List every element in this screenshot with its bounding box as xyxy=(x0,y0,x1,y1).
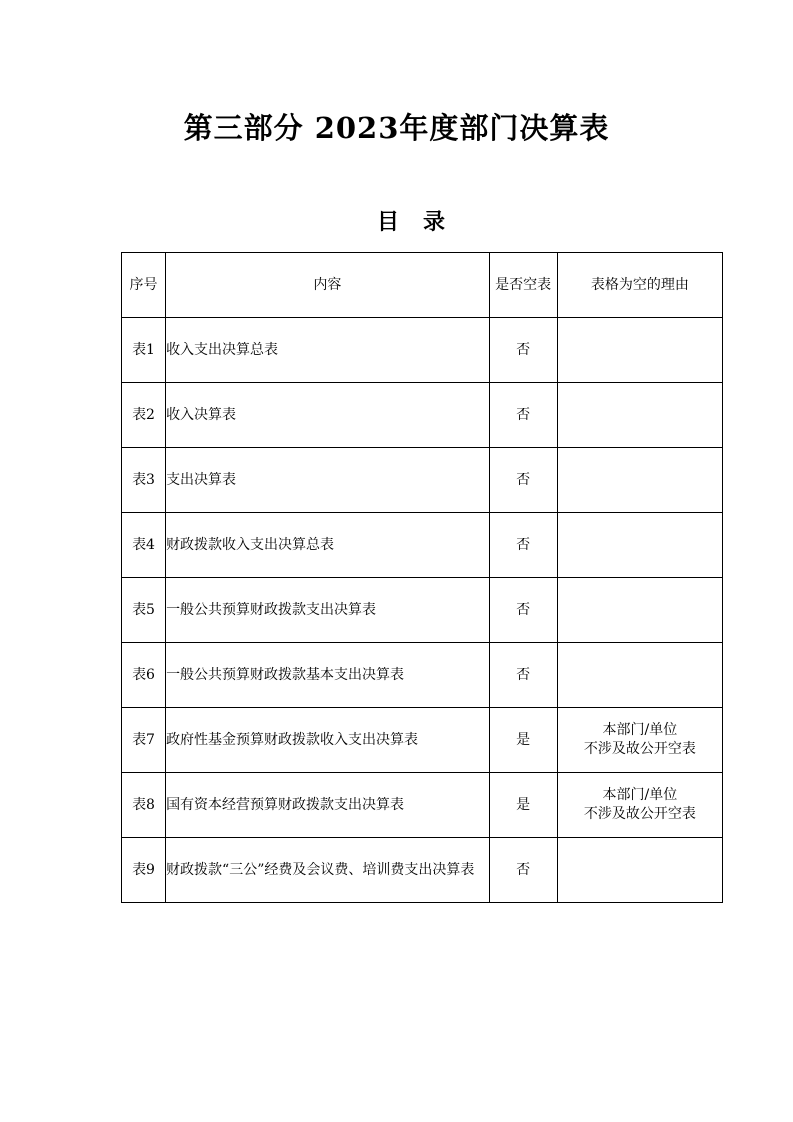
page-title: 第三部分 2023年度部门决算表 xyxy=(183,111,610,145)
header-content: 内容 xyxy=(166,253,490,318)
row-no: 表6 xyxy=(122,643,166,708)
table-row xyxy=(122,383,723,448)
table-row xyxy=(122,838,723,903)
reason-line-1: 本部门/单位 xyxy=(602,787,678,803)
row-no: 表7 xyxy=(122,708,166,773)
row-is-empty: 否 xyxy=(489,448,557,513)
table-row xyxy=(122,318,723,383)
row-is-empty: 是 xyxy=(489,773,557,838)
row-no: 表9 xyxy=(122,838,166,903)
row-content: 一般公共预算财政拨款基本支出决算表 xyxy=(166,643,490,708)
row-reason xyxy=(557,838,722,903)
catalog-heading: 目录 xyxy=(376,210,469,235)
header-row xyxy=(122,253,723,318)
table-row xyxy=(122,708,723,773)
table-row xyxy=(122,578,723,643)
row-reason xyxy=(557,773,722,838)
header-no: 序号 xyxy=(122,253,166,318)
row-content: 财政拨款收入支出决算总表 xyxy=(166,513,490,578)
row-is-empty: 否 xyxy=(489,383,557,448)
row-reason xyxy=(557,643,722,708)
row-content: 收入支出决算总表 xyxy=(166,318,490,383)
row-content: 政府性基金预算财政拨款收入支出决算表 xyxy=(166,708,490,773)
row-no: 表4 xyxy=(122,513,166,578)
row-is-empty: 否 xyxy=(489,318,557,383)
row-reason xyxy=(557,448,722,513)
reason-line-2: 不涉及故公开空表 xyxy=(583,806,696,822)
row-content: 国有资本经营预算财政拨款支出决算表 xyxy=(166,773,490,838)
row-reason xyxy=(557,318,722,383)
row-no: 表5 xyxy=(122,578,166,643)
row-reason xyxy=(557,708,722,773)
row-content: 一般公共预算财政拨款支出决算表 xyxy=(166,578,490,643)
row-reason xyxy=(557,383,722,448)
row-no: 表8 xyxy=(122,773,166,838)
table-row xyxy=(122,643,723,708)
row-is-empty: 是 xyxy=(489,708,557,773)
row-is-empty: 否 xyxy=(489,513,557,578)
header-reason: 表格为空的理由 xyxy=(557,253,722,318)
reason-line-1: 本部门/单位 xyxy=(602,722,678,738)
table-row xyxy=(122,773,723,838)
row-is-empty: 否 xyxy=(489,578,557,643)
table-row xyxy=(122,448,723,513)
table-row xyxy=(122,513,723,578)
row-is-empty: 否 xyxy=(489,643,557,708)
row-reason xyxy=(557,513,722,578)
catalog-table xyxy=(121,252,723,903)
row-no: 表2 xyxy=(122,383,166,448)
row-content: 财政拨款“三公”经费及会议费、培训费支出决算表 xyxy=(166,838,490,903)
row-content: 支出决算表 xyxy=(166,448,490,513)
row-reason xyxy=(557,578,722,643)
row-no: 表3 xyxy=(122,448,166,513)
row-content: 收入决算表 xyxy=(166,383,490,448)
reason-line-2: 不涉及故公开空表 xyxy=(583,741,696,757)
row-no: 表1 xyxy=(122,318,166,383)
row-is-empty: 否 xyxy=(489,838,557,903)
header-is-empty: 是否空表 xyxy=(489,253,557,318)
